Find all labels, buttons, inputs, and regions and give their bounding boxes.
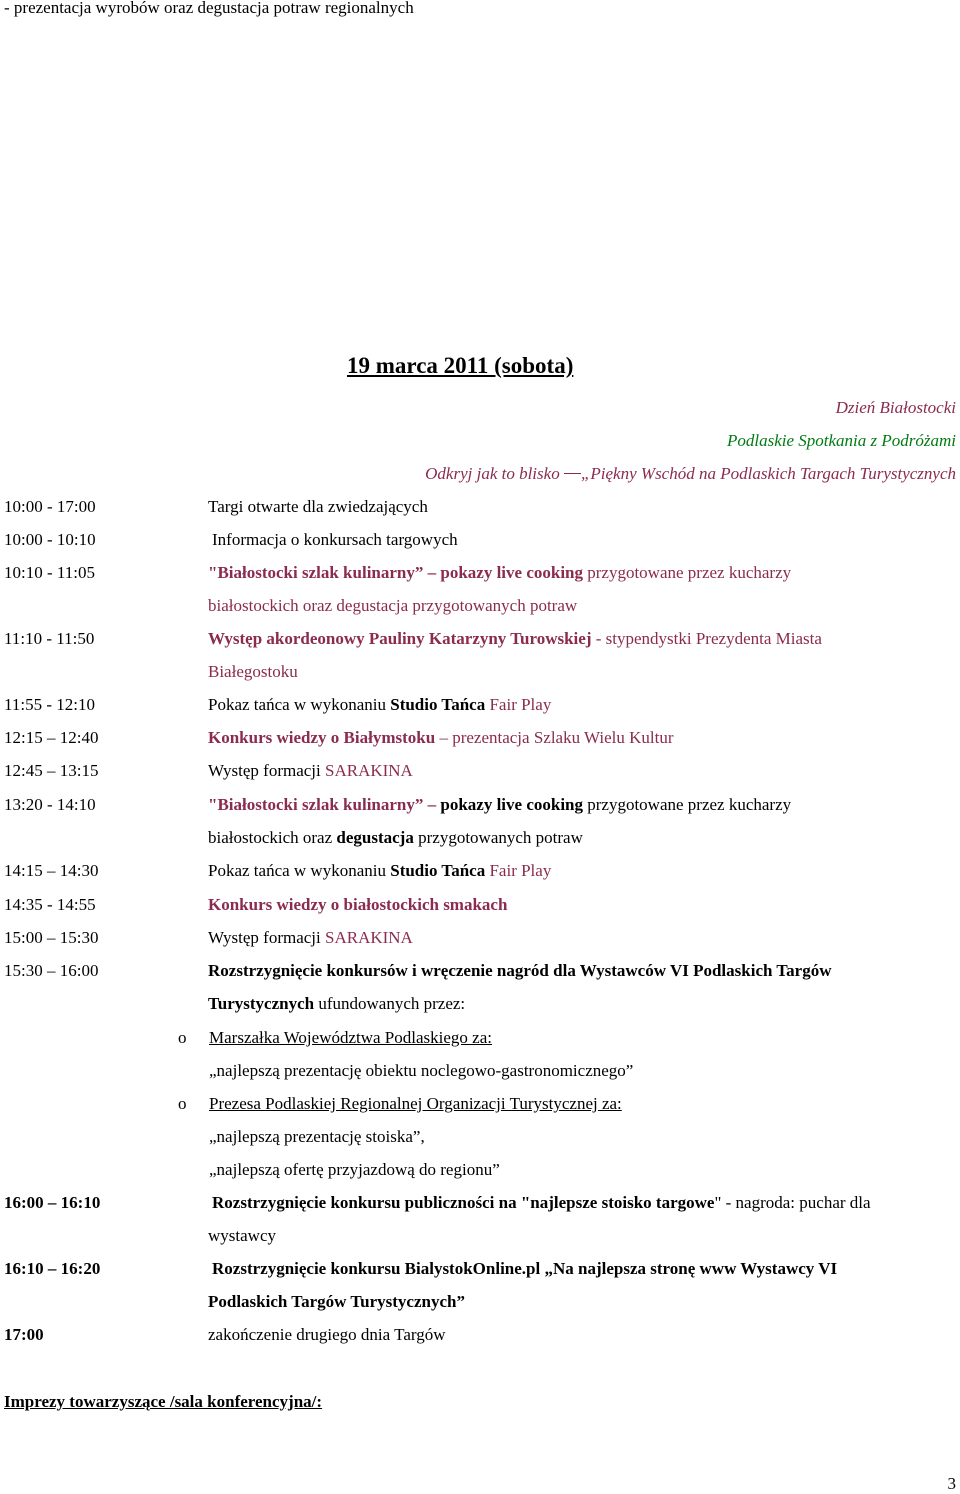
event-r4: [208, 629, 822, 649]
event-r4-rest: - stypendystki Prezydenta Miasta: [591, 629, 822, 648]
event-r9-fairplay: Fair Play: [485, 861, 552, 880]
event-r1: Targi otwarte dla zwiedzających: [208, 497, 428, 516]
subtitle-slogan: [425, 464, 956, 484]
event-r9: [208, 861, 551, 881]
event-r15: zakończenie drugiego dnia Targów: [208, 1325, 446, 1344]
time-r10: 14:35 - 14:55: [4, 895, 96, 914]
event-r8-bold: pokazy live cooking: [440, 795, 583, 814]
time-r15: 17:00: [4, 1325, 44, 1344]
event-r13: [212, 1193, 871, 1213]
event-r7-band: SARAKINA: [325, 761, 413, 780]
event-r12-line2: [208, 994, 465, 1014]
event-r8-d2: degustacja: [336, 828, 414, 847]
intro-line: - prezentacja wyrobów oraz degustacja potraw regionalnych: [4, 0, 414, 17]
time-r12: 15:30 – 16:00: [4, 961, 99, 980]
event-r12-c: ufundowanych przez:: [314, 994, 466, 1013]
event-r8-d3: przygotowanych potraw: [413, 828, 583, 847]
time-r11: 15:00 – 15:30: [4, 928, 99, 947]
subtitle-meetings: Podlaskie Spotkania z Podróżami: [726, 431, 956, 450]
event-r3-line2: białostockich oraz degustacja przygotowanych potraw: [208, 596, 578, 615]
award-rot-item-1: „najlepszą prezentację stoiska”,: [209, 1127, 425, 1146]
award-rot: Prezesa Podlaskiej Regionalnej Organizacji Turystycznej za:: [209, 1094, 622, 1113]
award-marshal: Marszałka Województwa Podlaskiego za:: [209, 1028, 492, 1047]
event-r5-a: Pokaz tańca w wykonaniu: [208, 695, 391, 714]
slogan-dash: [564, 464, 581, 483]
event-r11: [208, 928, 413, 948]
date-heading: 19 marca 2011 (sobota): [347, 353, 574, 378]
event-r8-line2: [208, 828, 583, 848]
event-r11-a: Występ formacji: [208, 928, 325, 947]
section-heading: Imprezy towarzyszące /sala konferencyjna/:: [4, 1392, 323, 1411]
event-r2: Informacja o konkursach targowych: [212, 530, 458, 549]
event-r5: [208, 695, 551, 715]
time-r9: 14:15 – 14:30: [4, 861, 99, 880]
event-r5-studio: Studio Tańca: [390, 695, 486, 714]
event-r13-b: " - nagroda: puchar dla: [714, 1193, 871, 1212]
event-r7: [208, 761, 413, 781]
page-number: 3: [947, 1474, 956, 1493]
award-bullet-1: o: [178, 1028, 187, 1047]
time-r14: 16:10 – 16:20: [4, 1259, 101, 1278]
award-bullet-2: o: [178, 1094, 187, 1113]
time-r7: 12:45 – 13:15: [4, 761, 99, 780]
event-r10: Konkurs wiedzy o białostockich smakach: [208, 895, 508, 914]
event-r6-title: Konkurs wiedzy o Białymstoku: [208, 728, 436, 747]
event-r9-studio: Studio Tańca: [390, 861, 486, 880]
event-r9-a: Pokaz tańca w wykonaniu: [208, 861, 391, 880]
event-r6-rest: – prezentacja Szlaku Wielu Kultur: [435, 728, 674, 747]
time-r3: 10:10 - 11:05: [4, 563, 95, 582]
event-r12-b: Turystycznych: [208, 994, 315, 1013]
event-r8-rest: przygotowane przez kucharzy: [583, 795, 792, 814]
time-r2: 10:00 - 10:10: [4, 530, 96, 549]
event-r5-fairplay: Fair Play: [485, 695, 552, 714]
slogan-part-2: „Piękny Wschód na Podlaskich Targach Turystycznych: [580, 464, 956, 483]
event-r3-bold: pokazy live cooking: [440, 563, 583, 582]
event-r3: [208, 563, 791, 583]
event-r12: Rozstrzygnięcie konkursów i wręczenie nagród dla Wystawców VI Podlaskich Targów: [208, 961, 832, 980]
time-r13: 16:00 – 16:10: [4, 1193, 101, 1212]
event-r8: [208, 795, 791, 815]
time-r5: 11:55 - 12:10: [4, 695, 95, 714]
award-marshal-item: „najlepszą prezentację obiektu noclegowo-gastronomicznego”: [209, 1061, 634, 1080]
event-r14: Rozstrzygnięcie konkursu BialystokOnline.pl „Na najlepsza stronę www Wystawcy VI: [212, 1259, 838, 1278]
event-r3-rest: przygotowane przez kucharzy: [583, 563, 792, 582]
time-r8: 13:20 - 14:10: [4, 795, 96, 814]
event-r4-line2: Białegostoku: [208, 662, 298, 681]
time-r4: 11:10 - 11:50: [4, 629, 95, 648]
award-rot-item-2: „najlepszą ofertę przyjazdową do regionu”: [209, 1160, 500, 1179]
event-r13-a: Rozstrzygnięcie konkursu publiczności na "najlepsze stoisko targowe: [212, 1193, 715, 1212]
event-r7-a: Występ formacji: [208, 761, 325, 780]
event-r6: [208, 728, 674, 748]
event-r8-title: "Białostocki szlak kulinarny” –: [208, 795, 441, 814]
slogan-part-1: Odkryj jak to blisko: [425, 464, 564, 483]
event-r4-title: Występ akordeonowy Pauliny Katarzyny Turowskiej: [208, 629, 592, 648]
event-r13-line2: wystawcy: [208, 1226, 276, 1245]
time-r1: 10:00 - 17:00: [4, 497, 96, 516]
event-r14-line2: Podlaskich Targów Turystycznych”: [208, 1292, 465, 1311]
event-r8-d1: białostockich oraz: [208, 828, 337, 847]
time-r6: 12:15 – 12:40: [4, 728, 99, 747]
event-r11-band: SARAKINA: [325, 928, 413, 947]
event-r3-title: "Białostocki szlak kulinarny” –: [208, 563, 441, 582]
subtitle-day: Dzień Białostocki: [835, 398, 956, 417]
